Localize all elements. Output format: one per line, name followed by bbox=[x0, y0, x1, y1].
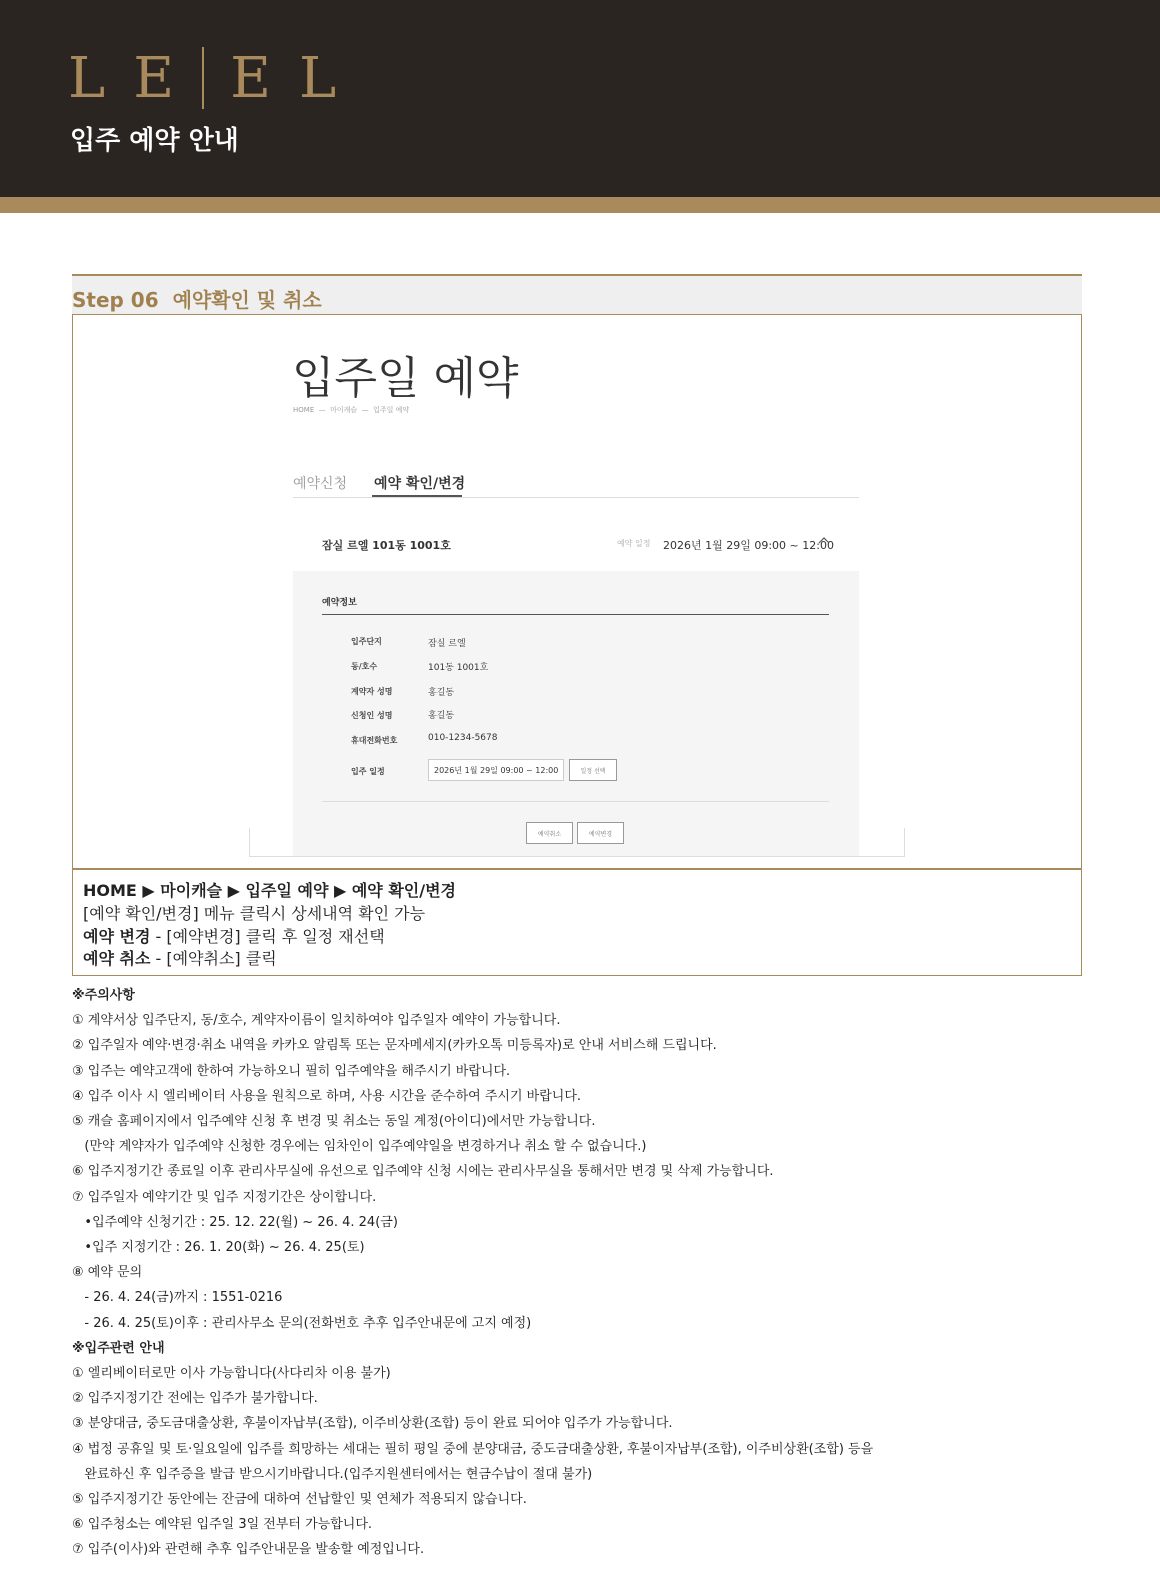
header-accent-bar bbox=[0, 197, 1160, 213]
active-tab-underline bbox=[372, 495, 462, 497]
breadcrumb: HOME — 마이캐슬 — 입주일 예약 bbox=[293, 406, 410, 414]
notes-heading: ※주의사항 bbox=[72, 988, 135, 1003]
logo-text-left: LE bbox=[68, 45, 203, 111]
note-item: ② 입주지정기간 전에는 입주가 불가합니다. bbox=[72, 1391, 318, 1407]
row-value-phone: 010-1234-5678 bbox=[428, 733, 498, 743]
note-item: ③ 입주는 예약고객에 한하여 가능하오니 필히 입주예약을 해주시기 바랍니다. bbox=[72, 1063, 511, 1079]
row-label-contractor: 계약자 성명 bbox=[351, 687, 393, 696]
note-item: •입주예약 신청기간 : 25. 12. 22(월) ~ 26. 4. 24(금) bbox=[72, 1214, 398, 1230]
page-title: 입주 예약 안내 bbox=[70, 126, 239, 156]
note-item: ⑦ 입주(이사)와 관련해 추후 입주안내문을 발송할 예정입니다. bbox=[72, 1542, 425, 1558]
logo-divider bbox=[202, 47, 204, 109]
note-item: ⑧ 예약 문의 bbox=[72, 1265, 143, 1281]
cancel-reservation-button[interactable]: 예약취소 bbox=[526, 822, 573, 844]
row-value-contractor: 홍길동 bbox=[428, 688, 455, 698]
description-change-label: 예약 변경 bbox=[83, 927, 151, 946]
description-confirm: [예약 확인/변경] 메뉴 클릭시 상세내역 확인 가능 bbox=[83, 904, 426, 923]
panel-bottom-divider bbox=[322, 801, 829, 802]
change-reservation-button[interactable]: 예약변경 bbox=[577, 822, 624, 844]
chevron-up-icon[interactable] bbox=[818, 534, 830, 547]
row-label-complex: 입주단지 bbox=[351, 637, 382, 646]
tab-reservation-confirm[interactable]: 예약 확인/변경 bbox=[374, 476, 466, 492]
row-value-unit: 101동 1001호 bbox=[428, 663, 489, 673]
note-item: - 26. 4. 25(토)이후 : 관리사무소 문의(전화번호 추후 입주안내문에 고지 예정) bbox=[72, 1315, 532, 1331]
note-item: - 26. 4. 24(금)까지 : 1551-0216 bbox=[72, 1290, 283, 1306]
note-item: ④ 법정 공휴일 및 토·일요일에 입주를 희망하는 세대는 필히 평일 중에 분양대금, 중도금대출상환, 후불이자납부(조합), 이주비상환(조합) 등을 bbox=[72, 1441, 874, 1457]
description-cancel-text: - [예약취소] 클릭 bbox=[150, 949, 277, 968]
brand-logo bbox=[68, 46, 364, 110]
reservation-unit-name: 잠실 르엘 101동 1001호 bbox=[322, 539, 451, 552]
panel-title: 예약정보 bbox=[322, 598, 357, 608]
note-item: (만약 계약자가 입주예약 신청한 경우에는 임차인이 입주예약일을 변경하거나 취소 할 수 없습니다.) bbox=[72, 1139, 647, 1155]
row-label-schedule: 입주 일정 bbox=[351, 767, 385, 776]
description-change-text: - [예약변경] 클릭 후 일정 재선택 bbox=[150, 927, 385, 946]
frame-bottom-edge bbox=[249, 856, 905, 857]
frame-left-edge bbox=[249, 828, 250, 856]
notes-heading: ※입주관련 안내 bbox=[72, 1340, 165, 1356]
description-cancel bbox=[83, 946, 277, 969]
note-item: ② 입주일자 예약·변경·취소 내역을 카카오 알림톡 또는 문자메세지(카카오톡 미등록자)로 안내 서비스해 드립니다. bbox=[72, 1038, 717, 1054]
note-item: ⑦ 입주일자 예약기간 및 입주 지정기간은 상이합니다. bbox=[72, 1189, 377, 1205]
note-item: 완료하신 후 입주증을 발급 받으시기바랍니다.(입주지원센터에서는 현금수납이 절대 불가) bbox=[72, 1466, 593, 1482]
note-item: ⑤ 캐슬 홈페이지에서 입주예약 신청 후 변경 및 취소는 동일 계정(아이디)에서만 가능합니다. bbox=[72, 1114, 596, 1129]
reservation-date-value: 2026년 1월 29일 09:00 ~ 12:00 bbox=[663, 539, 834, 552]
note-item: ① 엘리베이터로만 이사 가능합니다(사다리차 이용 불가) bbox=[72, 1366, 391, 1381]
logo-text-right: EL bbox=[230, 45, 365, 111]
tabs-divider bbox=[293, 497, 859, 498]
row-value-complex: 잠실 르엘 bbox=[428, 639, 466, 649]
reservation-date-label: 예약 일정 bbox=[617, 539, 651, 548]
step-title: Step 06 예약확인 및 취소 bbox=[72, 288, 322, 312]
note-item: ⑤ 입주지정기간 동안에는 잔금에 대하여 선납할인 및 연체가 적용되지 않습니다. bbox=[72, 1492, 527, 1507]
panel-title-divider bbox=[322, 614, 829, 615]
frame-right-edge bbox=[904, 828, 905, 856]
note-item: ④ 입주 이사 시 엘리베이터 사용을 원칙으로 하며, 사용 시간을 준수하여 주시기 바랍니다. bbox=[72, 1088, 582, 1104]
reservation-page-title: 입주일 예약 bbox=[292, 353, 519, 404]
note-item: ⑥ 입주청소는 예약된 입주일 3일 전부터 가능합니다. bbox=[72, 1517, 373, 1533]
row-label-unit: 동/호수 bbox=[351, 662, 378, 671]
description-cancel-label: 예약 취소 bbox=[83, 949, 151, 968]
note-item: ③ 분양대금, 중도금대출상환, 후불이자납부(조합), 이주비상환(조합) 등이 완료 되어야 입주가 가능합니다. bbox=[72, 1416, 673, 1432]
schedule-date-field[interactable]: 2026년 1월 29일 09:00 ~ 12:00 bbox=[428, 759, 564, 781]
row-value-applicant: 홍길동 bbox=[428, 711, 455, 721]
note-item: ① 계약서상 입주단지, 동/호수, 계약자이름이 일치하여야 입주일자 예약이 가능합니다. bbox=[72, 1013, 561, 1029]
description-path: HOME ▶ 마이캐슬 ▶ 입주일 예약 ▶ 예약 확인/변경 bbox=[83, 881, 457, 900]
step-bar bbox=[72, 274, 1082, 314]
row-label-applicant: 신청인 성명 bbox=[351, 711, 393, 720]
tab-reservation-request[interactable]: 예약신청 bbox=[293, 476, 348, 492]
description-change bbox=[83, 924, 385, 947]
note-item: ⑥ 입주지정기간 종료일 이후 관리사무실에 유선으로 입주예약 신청 시에는 관리사무실을 통해서만 변경 및 삭제 가능합니다. bbox=[72, 1164, 774, 1180]
row-label-phone: 휴대전화번호 bbox=[351, 736, 398, 745]
select-schedule-button[interactable]: 일정 선택 bbox=[569, 759, 617, 781]
note-item: •입주 지정기간 : 26. 1. 20(화) ~ 26. 4. 25(토) bbox=[72, 1240, 365, 1255]
